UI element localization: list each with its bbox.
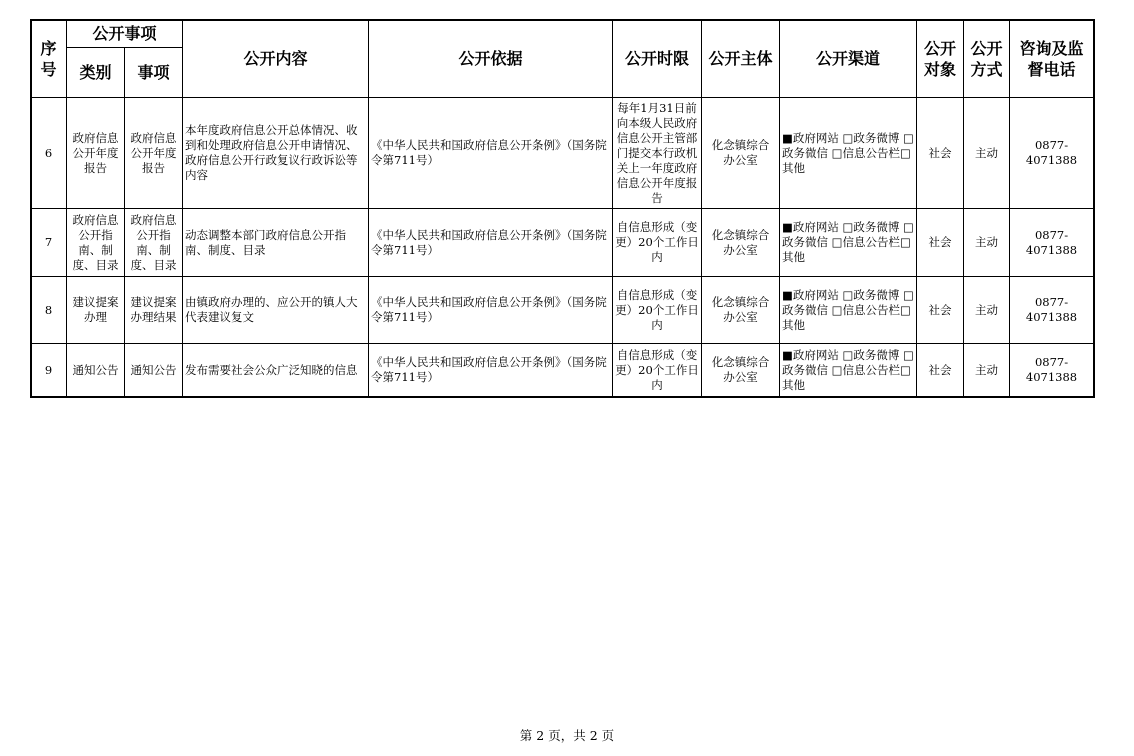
cell-audience: 社会 (917, 344, 964, 397)
table-row (31, 98, 1094, 209)
table-row (31, 209, 1094, 277)
header-subject: 公开主体 (702, 20, 780, 98)
header-phone: 咨询及监督电话 (1010, 20, 1094, 98)
table-row (31, 344, 1094, 397)
cell-method: 主动 (964, 344, 1010, 397)
page-footer (0, 728, 1134, 744)
cell-index: 9 (31, 344, 67, 397)
cell-basis: 《中华人民共和国政府信息公开条例》（国务院令第711号） (369, 344, 613, 397)
cell-category: 政府信息公开年度报告 (67, 98, 125, 209)
cell-time-limit: 自信息形成（变更）20个工作日内 (613, 209, 702, 277)
header-method: 公开方式 (964, 20, 1010, 98)
cell-subject: 化念镇综合办公室 (702, 344, 780, 397)
header-index: 序号 (31, 20, 67, 98)
cell-channel: ■政府网站 □政务微博 □政务微信 □信息公告栏□其他 (780, 209, 917, 277)
cell-channel: ■政府网站 □政务微博 □政务微信 □信息公告栏□其他 (780, 344, 917, 397)
cell-category: 政府信息公开指南、制度、目录 (67, 209, 125, 277)
cell-content: 由镇政府办理的、应公开的镇人大代表建议复文 (183, 277, 369, 344)
footer-total-pages: 2 (589, 728, 598, 743)
cell-audience: 社会 (917, 277, 964, 344)
cell-content: 本年度政府信息公开总体情况、收到和处理政府信息公开申请情况、政府信息公开行政复议行政诉讼等内容 (183, 98, 369, 209)
table-header (31, 20, 1094, 98)
footer-page-unit: 页，共 (548, 728, 586, 743)
cell-index: 8 (31, 277, 67, 344)
cell-item: 通知公告 (125, 344, 183, 397)
cell-content: 发布需要社会公众广泛知晓的信息 (183, 344, 369, 397)
table-row (31, 277, 1094, 344)
cell-method: 主动 (964, 98, 1010, 209)
cell-audience: 社会 (917, 98, 964, 209)
cell-method: 主动 (964, 277, 1010, 344)
cell-phone: 0877-4071388 (1010, 209, 1094, 277)
cell-phone: 0877-4071388 (1010, 277, 1094, 344)
header-time-limit: 公开时限 (613, 20, 702, 98)
cell-item: 建议提案办理结果 (125, 277, 183, 344)
cell-audience: 社会 (917, 209, 964, 277)
header-audience: 公开对象 (917, 20, 964, 98)
cell-basis: 《中华人民共和国政府信息公开条例》（国务院令第711号） (369, 98, 613, 209)
cell-phone: 0877-4071388 (1010, 98, 1094, 209)
footer-page-number: 2 (536, 728, 545, 743)
header-category: 类别 (67, 48, 125, 98)
cell-index: 7 (31, 209, 67, 277)
footer-total-unit: 页 (601, 728, 615, 743)
cell-item: 政府信息公开指南、制度、目录 (125, 209, 183, 277)
cell-subject: 化念镇综合办公室 (702, 98, 780, 209)
cell-channel: ■政府网站 □政务微博 □政务微信 □信息公告栏□其他 (780, 277, 917, 344)
header-group: 公开事项 (67, 20, 183, 48)
cell-channel: ■政府网站 □政务微博 □政务微信 □信息公告栏□其他 (780, 98, 917, 209)
cell-subject: 化念镇综合办公室 (702, 277, 780, 344)
table-body (31, 98, 1094, 397)
cell-basis: 《中华人民共和国政府信息公开条例》（国务院令第711号） (369, 277, 613, 344)
header-item: 事项 (125, 48, 183, 98)
cell-category: 通知公告 (67, 344, 125, 397)
cell-subject: 化念镇综合办公室 (702, 209, 780, 277)
header-content: 公开内容 (183, 20, 369, 98)
cell-method: 主动 (964, 209, 1010, 277)
cell-time-limit: 自信息形成（变更）20个工作日内 (613, 344, 702, 397)
cell-index: 6 (31, 98, 67, 209)
footer-page-label: 第 (519, 728, 533, 743)
disclosure-table (30, 19, 1094, 397)
cell-category: 建议提案办理 (67, 277, 125, 344)
header-channel: 公开渠道 (780, 20, 917, 98)
cell-time-limit: 每年1月31日前向本级人民政府信息公开主管部门提交本行政机关上一年度政府信息公开年度报告 (613, 98, 702, 209)
cell-phone: 0877-4071388 (1010, 344, 1094, 397)
cell-item: 政府信息公开年度报告 (125, 98, 183, 209)
cell-time-limit: 自信息形成（变更）20个工作日内 (613, 277, 702, 344)
header-basis: 公开依据 (369, 20, 613, 98)
cell-content: 动态调整本部门政府信息公开指南、制度、目录 (183, 209, 369, 277)
cell-basis: 《中华人民共和国政府信息公开条例》（国务院令第711号） (369, 209, 613, 277)
